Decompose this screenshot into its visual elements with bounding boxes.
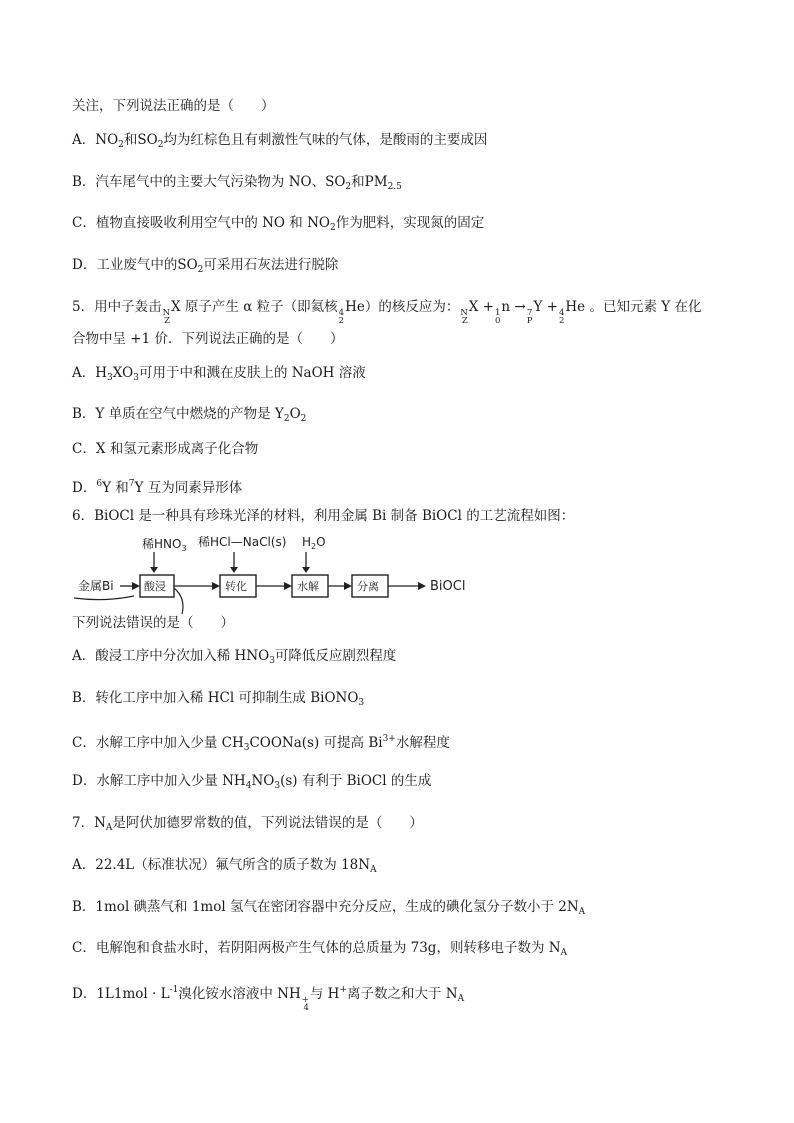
q6-option-c: C．水解工序中加入少量 $CH_3COONa(s)$ 可提高 $Bi^{3+}$水解程度 — [72, 734, 450, 753]
q5-option-d: D．$^6$Y 和$^7$Y 互为同素异形体 — [72, 479, 243, 496]
nuclide-notation: 4 2 — [558, 308, 565, 326]
q6-option-d: D．水解工序中加入少量 $NH_4NO_3(s)$ 有利于 BiOCl 的生成 — [72, 773, 432, 791]
q7-stem: 7．$N_A$是阿伏加德罗常数的值，下列说法错误的是（ ） — [72, 815, 423, 833]
q5-stem-line1: 5．用中子轰击 N Z X 原子产生 α 粒子（即氦核 4 2 He）的核反应为： N Z X + 1 0 n → 7 P Y + 4 2 He 。已知元素 Y 在化 — [72, 299, 702, 326]
nuclide-notation: N Z — [162, 308, 171, 326]
process-flow-diagram — [74, 532, 514, 616]
q6-ask: 下列说法错误的是（ ） — [72, 615, 234, 631]
q4-option-a: A．$NO_2$和$SO_2$均为红棕色且有刺激性气味的气体，是酸雨的主要成因 — [72, 132, 488, 150]
q7-option-c: C．电解饱和食盐水时，若阴阳两极产生气体的总质量为 73g，则转移电子数为 $N_A$ — [72, 940, 568, 958]
q6-option-a: A．酸浸工序中分次加入稀 $HNO_3$可降低反应剧烈程度 — [72, 648, 397, 666]
svg-text:转化: 转化 — [225, 580, 247, 593]
nuclide-notation: 7 P — [526, 308, 533, 326]
q4-option-d: D．工业废气中的$SO_2$可采用石灰法进行脱除 — [72, 257, 339, 275]
q7-option-a: A．22.4L（标准状况）氟气所含的质子数为 $18N_A$ — [72, 857, 377, 875]
reagent-hno3-label: 稀$HNO_3$ — [142, 537, 187, 553]
reagent-water-label: $H_2O$ — [302, 535, 326, 551]
q5-stem-line2: 合物中呈 +1 价．下列说法正确的是（ ） — [72, 331, 344, 347]
q4-option-b: B．汽车尾气中的主要大气污染物为 NO、$SO_2$和$PM_{2.5}$ — [72, 174, 402, 192]
q6-option-b: B．转化工序中加入稀 HCl 可抑制生成 BiONO$_3$ — [72, 690, 365, 708]
q7-option-b: B．1mol 碘蒸气和 1mol 氢气在密闭容器中充分反应，生成的碘化氢分子数小于 $2N_A$ — [72, 899, 586, 917]
flow-start-label: 金属Bi — [78, 579, 114, 593]
svg-text:分离: 分离 — [357, 580, 379, 593]
q4-option-c: C．植物直接吸收利用空气中的 NO 和 $NO_2$作为肥料，实现氮的固定 — [72, 215, 485, 233]
ion-notation: + 4 — [301, 995, 309, 1013]
svg-text:酸浸: 酸浸 — [144, 580, 166, 593]
q4-stem: 关注，下列说法正确的是（ ） — [72, 98, 275, 114]
nuclide-notation: 4 2 — [338, 308, 345, 326]
nuclide-notation: N Z — [460, 308, 468, 326]
reagent-hcl-nacl-label: 稀HCl—NaCl(s) — [198, 535, 287, 549]
q5-option-a: A．$H_3XO_3$可用于中和溅在皮肤上的 NaOH 溶液 — [72, 365, 366, 383]
nuclide-notation: 1 0 — [494, 308, 501, 326]
q5-option-b: B．Y 单质在空气中燃烧的产物是 $Y_2O_2$ — [72, 406, 307, 424]
q7-option-d: D．$1L1mol \cdot L^{-1}$溴化铵水溶液中 NH + 4 与 H+离子数之和大于 $N_A$ — [72, 985, 465, 1013]
flow-end-label: BiOCl — [430, 579, 466, 594]
q6-stem: 6．BiOCl 是一种具有珍珠光泽的材料，利用金属 Bi 制备 BiOCl 的工艺流程如图： — [72, 508, 575, 524]
q5-option-c: C．X 和氢元素形成离子化合物 — [72, 441, 259, 457]
svg-text:水解: 水解 — [297, 580, 319, 593]
